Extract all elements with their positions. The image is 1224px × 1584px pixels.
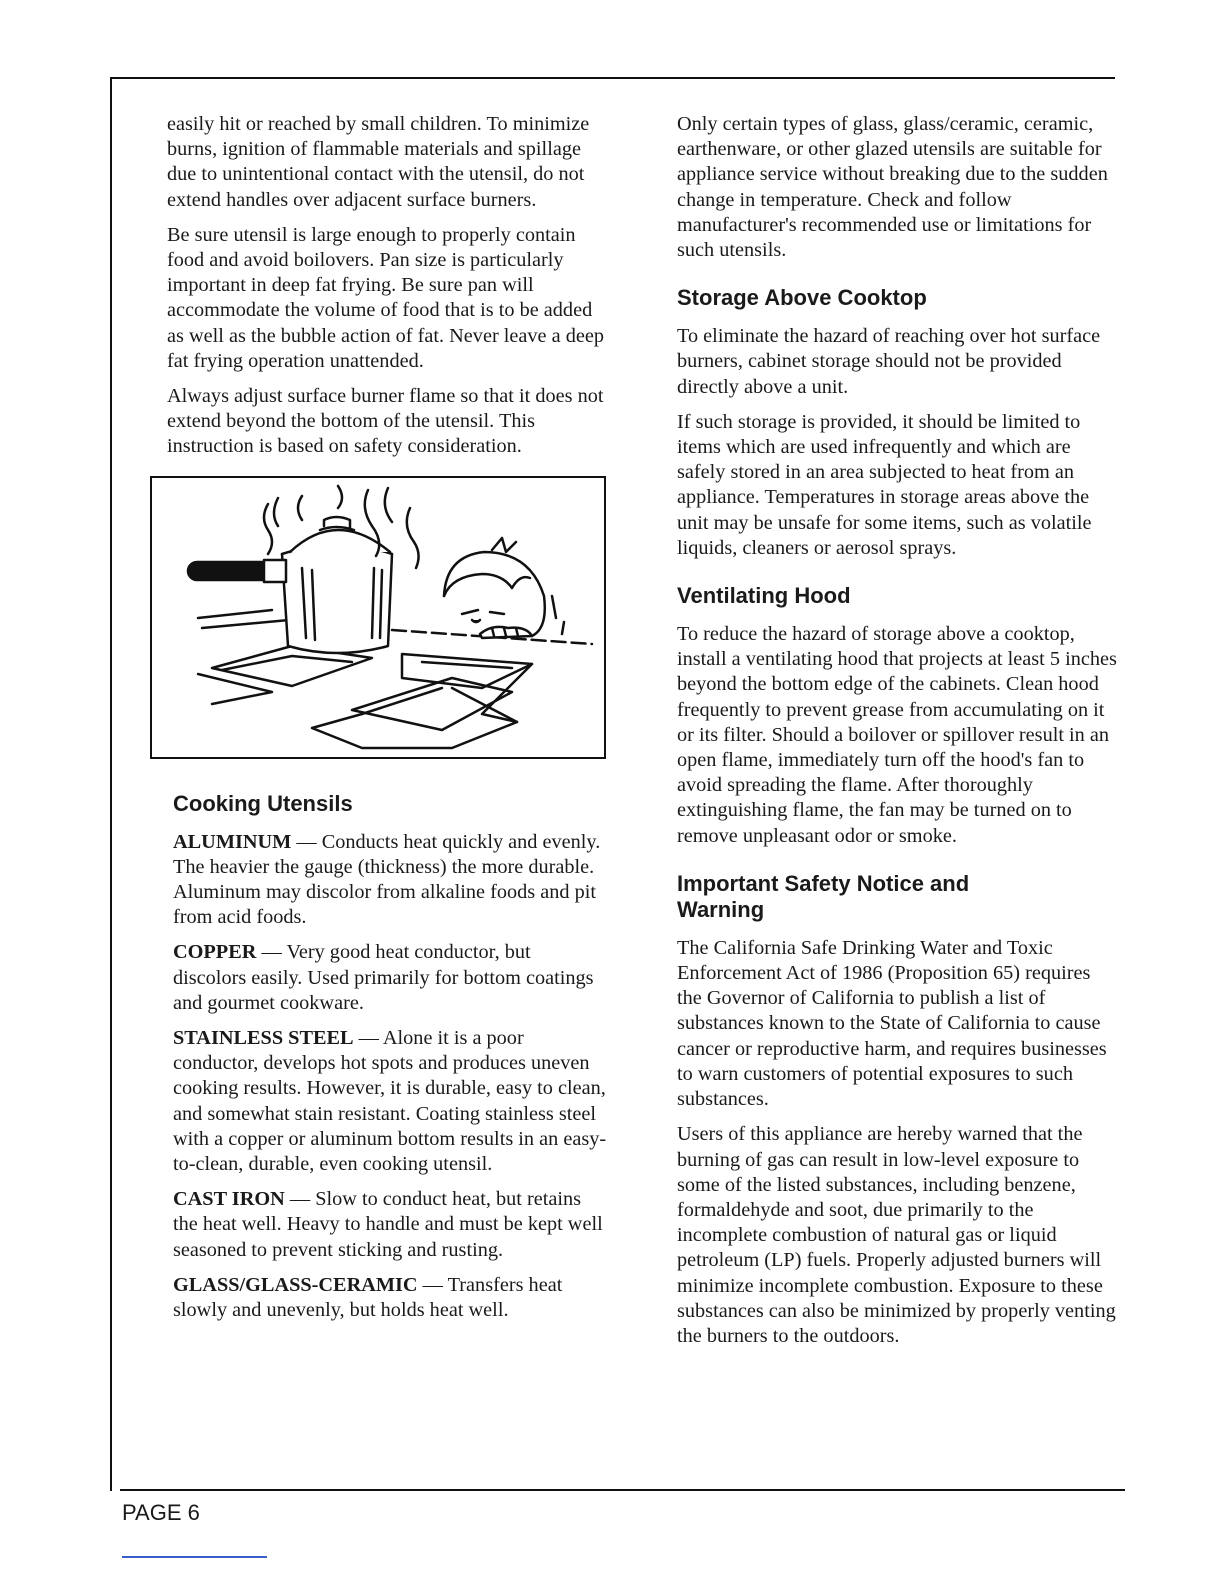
utensil-aluminum <box>173 830 607 931</box>
utensil-term: STAINLESS STEEL <box>173 1027 354 1050</box>
utensil-cast-iron <box>173 1187 607 1263</box>
storage-heading: Storage Above Cooktop <box>677 285 927 311</box>
utensil-term: CAST IRON <box>173 1188 285 1211</box>
paragraph-ventilating-hood: To reduce the hazard of storage above a cooktop, install a ventilating hood that projects at least 5 inches beyond the bottom edge of the cabinets. Clean hood frequently to prevent grease from accumulating on it or its filter. Should a boilover or spillover result in an open flame, immediately turn off the hood's fan to avoid spreading the flame. After thoroughly extinguishing flame, the fan may be turned on to remove unpleasant odor or smoke. <box>677 623 1117 847</box>
paragraph-flame-adjust: Always adjust surface burner flame so that it does not extend beyond the bottom of the utensil. This instruction is based on safety consideration. <box>167 385 604 458</box>
utensil-glass-ceramic <box>173 1273 607 1323</box>
utensil-separator: — <box>353 1027 383 1050</box>
utensil-description: Conducts heat quickly and evenly. The heavier the gauge (thickness) the more durable. Aluminum may discolor from alkaline foods and pit from acid foods. <box>173 830 601 929</box>
utensil-copper <box>173 940 607 1016</box>
paragraph-proposition-65: The California Safe Drinking Water and Toxic Enforcement Act of 1986 (Proposition 65) requires the Governor of California to publish a list of substances known to the State of California to cause cancer or reproductive harm, and requires businesses to warn customers of potential exposures to such substances. <box>677 936 1107 1111</box>
top-rule <box>110 77 1115 79</box>
utensil-description: Slow to conduct heat, but retains the heat well. Heavy to handle and must be kept well seasoned to prevent sticking and rusting. <box>173 1188 603 1261</box>
ventilating-hood-heading: Ventilating Hood <box>677 583 851 609</box>
page-number: PAGE 6 <box>122 1500 200 1525</box>
paragraph-storage-limits: If such storage is provided, it should be limited to items which are used infrequently and which are safely stored in an area subjected to heat from an appliance. Temperatures in storage areas above the unit may be unsafe for some items, such as volatile liquids, cleaners or aerosol sprays. <box>677 410 1092 559</box>
left-rule <box>110 77 112 1491</box>
utensil-separator: — <box>284 1188 316 1211</box>
utensil-description: Alone it is a poor conductor, develops hot spots and produces uneven cooking results. However, it is durable, easy to clean, and somewhat stain resistant. Coating stainless steel with a copper or aluminum bottom results in an easy-to-clean, durable, even cooking utensil. <box>173 1027 607 1176</box>
margin-mark <box>122 1556 267 1558</box>
child-reaching-pot-illustration <box>150 476 606 759</box>
bottom-rule <box>120 1489 1125 1491</box>
paragraph-glass-utensils: Only certain types of glass, glass/ceramic, ceramic, earthenware, or other glazed utensils are suitable for appliance service without breaking due to the sudden change in temperature. Check and follow manufacturer's recommended use or limitations for such utensils. <box>677 113 1108 262</box>
utensil-separator: — <box>417 1273 448 1296</box>
utensil-description: Transfers heat slowly and unevenly, but holds heat well. <box>173 1273 563 1322</box>
utensil-term: GLASS/GLASS-CERAMIC <box>173 1273 418 1296</box>
paragraph-gas-exposure: Users of this appliance are hereby warned that the burning of gas can result in low-level exposure to some of the listed substances, including benzene, formaldehyde and soot, due primarily to the incomplete combustion of natural gas or liquid petroleum (LP) fuels. Properly adjusted burners will minimize incomplete combustion. Exposure to these substances can also be minimized by properly venting the burners to the outdoors. <box>677 1123 1116 1347</box>
utensil-separator: — <box>256 941 287 964</box>
utensil-separator: — <box>291 830 322 853</box>
paragraph-handles: easily hit or reached by small children. To minimize burns, ignition of flammable materials and spillage due to unintentional contact with the utensil, do not extend handles over adjacent surface burners. <box>167 113 590 211</box>
paragraph-utensil-size: Be sure utensil is large enough to properly contain food and avoid boilovers. Pan size is particularly important in deep fat frying. Be sure pan will accommodate the volume of food that is to be added as well as the bubble action of fat. Never leave a deep fat frying operation unattended. <box>167 223 604 372</box>
utensil-term: COPPER <box>173 941 257 964</box>
safety-notice-heading: Important Safety Notice and Warning <box>677 870 970 922</box>
utensil-stainless-steel <box>173 1026 607 1177</box>
right-column <box>677 112 1117 1359</box>
paragraph-storage-hazard: To eliminate the hazard of reaching over hot surface burners, cabinet storage should not be provided directly above a unit. <box>677 325 1101 398</box>
utensil-term: ALUMINUM <box>173 830 292 853</box>
left-column <box>167 112 607 1333</box>
cooking-utensils-heading: Cooking Utensils <box>173 790 353 816</box>
utensil-description: Very good heat conductor, but discolors easily. Used primarily for bottom coatings and gourmet cookware. <box>173 941 594 1014</box>
